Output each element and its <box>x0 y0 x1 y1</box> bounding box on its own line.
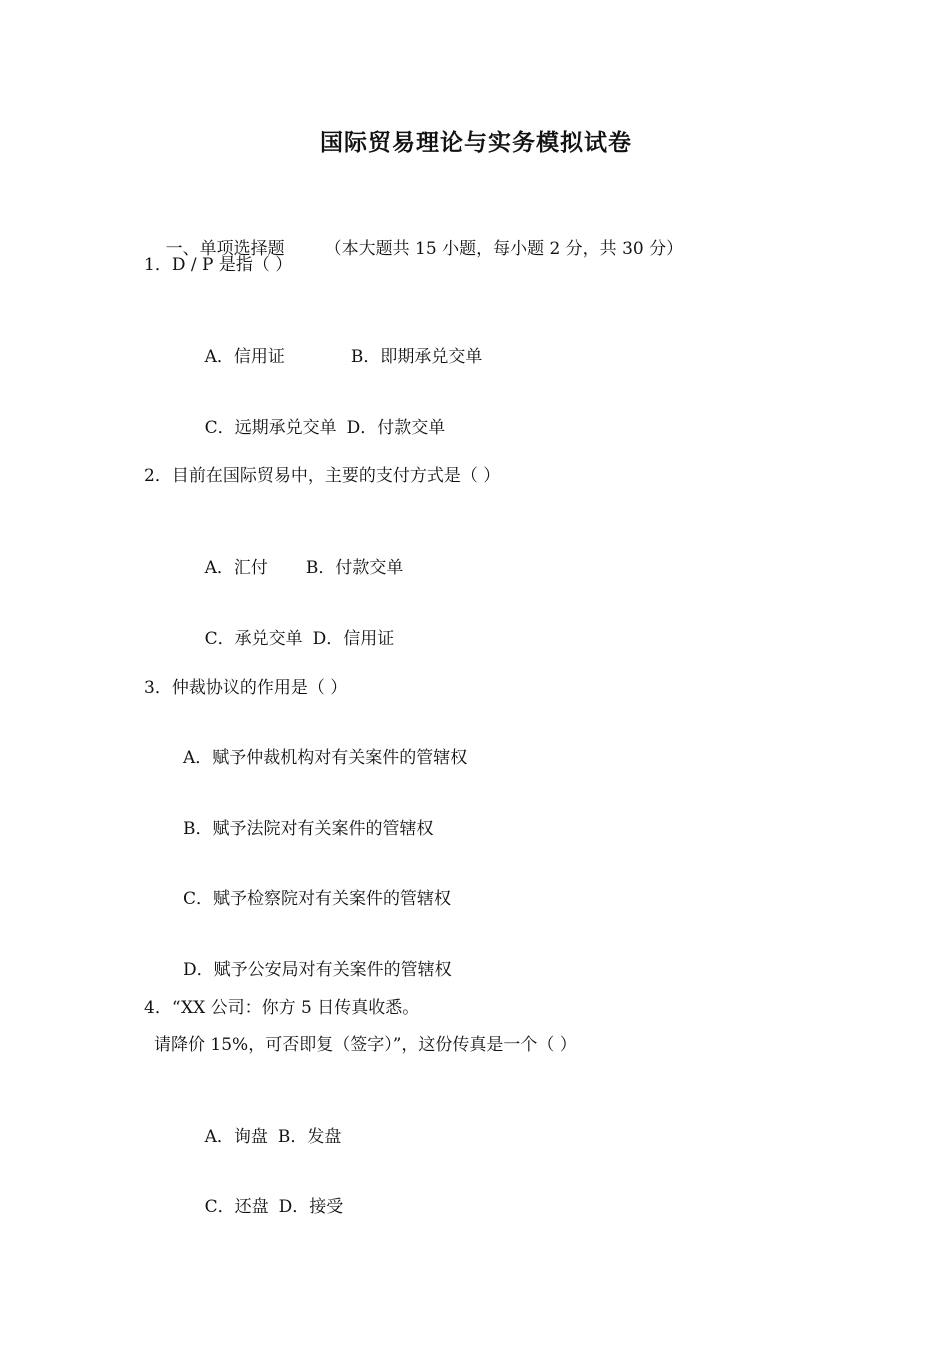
document-title: 国际贸易理论与实务模拟试卷 <box>320 129 632 156</box>
option-a: A．询盘 <box>204 1127 268 1147</box>
option-c: C．还盘 <box>204 1197 269 1217</box>
section-heading: 一、单项选择题 <box>165 239 285 259</box>
answer-options-row <box>183 1174 343 1240</box>
option-a: A．信用证 <box>204 347 285 367</box>
question-stem: 1．D / P 是指（ ） <box>144 255 293 275</box>
question-stem: 4．“XX 公司：你方 5 日传真收悉。 <box>144 998 420 1018</box>
option-d: D．付款交单 <box>346 418 446 438</box>
option-c: C．远期承兑交单 <box>204 418 337 438</box>
option-a: A．汇付 <box>204 558 268 578</box>
question-stem-continuation: 请降价 15%，可否即复（签字）”，这份传真是一个（ ） <box>154 1035 577 1055</box>
option-a: A．赋予仲裁机构对有关案件的管辖权 <box>183 748 468 768</box>
question-stem: 2．目前在国际贸易中，主要的支付方式是（ ） <box>144 466 501 486</box>
option-d: D．接受 <box>278 1197 344 1217</box>
answer-options-row <box>183 606 394 672</box>
option-c: C．承兑交单 <box>204 629 303 649</box>
option-b: B．赋予法院对有关案件的管辖权 <box>183 819 434 839</box>
answer-options-row <box>183 395 445 461</box>
option-b: B．即期承兑交单 <box>350 347 483 367</box>
option-b: B．发盘 <box>277 1127 342 1147</box>
option-b: B．付款交单 <box>305 558 404 578</box>
answer-options-row <box>183 1104 341 1170</box>
option-d: D．信用证 <box>312 629 395 649</box>
question-stem: 3．仲裁协议的作用是（ ） <box>144 678 348 698</box>
section-note: （本大题共 15 小题，每小题 2 分，共 30 分） <box>324 239 684 259</box>
option-c: C．赋予检察院对有关案件的管辖权 <box>183 889 452 909</box>
answer-options-row <box>183 324 482 390</box>
answer-options-row <box>183 535 403 601</box>
option-d: D．赋予公安局对有关案件的管辖权 <box>183 960 452 980</box>
